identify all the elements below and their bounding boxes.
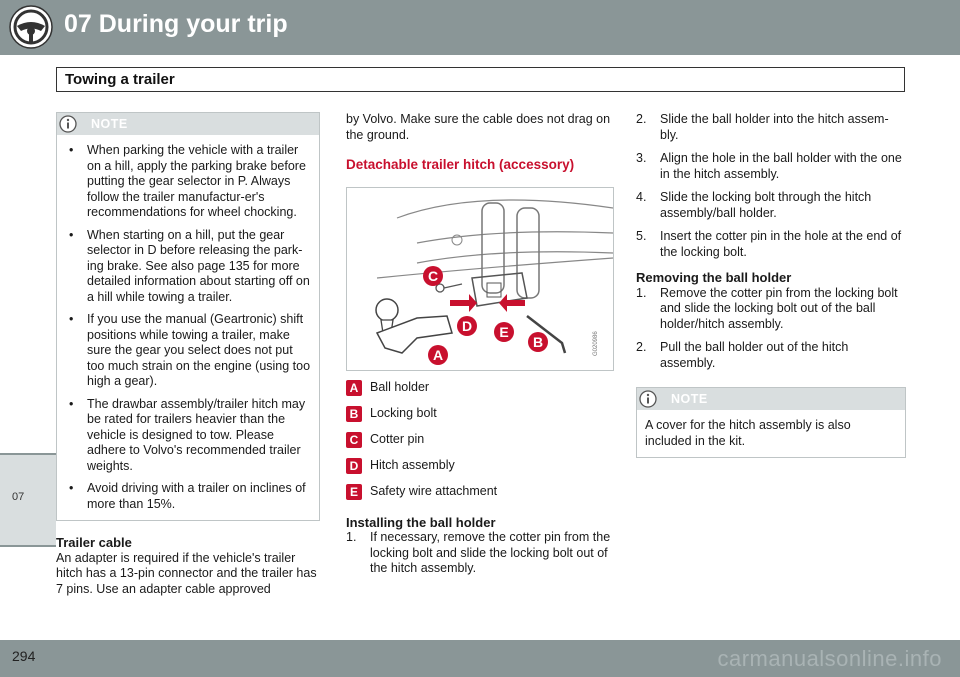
detachable-hitch-heading: Detachable trailer hitch (accessory) — [346, 157, 575, 172]
svg-text:E: E — [499, 323, 509, 340]
note-bullet-text: When parking the vehicle with a trailer on a hill, apply the parking brake before putting the gear selector in P. Always follow the trailer manufactur-er's recommendations for wheel chocking. — [87, 143, 306, 219]
step-text: Pull the ball holder out of the hitch assembly. — [660, 340, 849, 370]
step-number: 4. — [636, 190, 647, 204]
legend-item — [346, 406, 614, 423]
figure-label-C — [423, 266, 443, 286]
figure-code: G020986 — [593, 330, 599, 356]
figure-legend — [346, 380, 614, 501]
chapter-tab — [0, 453, 56, 547]
legend-badge: B — [346, 406, 362, 422]
step-number: 1. — [636, 285, 647, 300]
note-bullet-text: When starting on a hill, put the gear selector in D before releasing the park-ing brake. See also page 135 for more detailed information about starting off on a hill while towing a trailer. — [87, 227, 310, 304]
install-step — [636, 229, 906, 260]
page-number: 294 — [12, 648, 36, 664]
legend-item — [346, 458, 614, 475]
install-step — [346, 530, 614, 577]
step-number: 5. — [636, 229, 647, 243]
note-header — [57, 113, 319, 135]
step-text: Remove the cotter pin from the locking bolt and slide the locking bolt out of the ball holder/hitch assembly. — [660, 285, 898, 331]
note-box — [56, 112, 320, 521]
hitch-drawing — [347, 188, 613, 370]
trailer-cable-text: An adapter is required if the vehicle's trailer hitch has a 13-pin connector and the trailer has 7 pins. Use an adapter cable approved — [56, 550, 317, 596]
legend-text: Safety wire attachment — [370, 483, 498, 498]
legend-badge: C — [346, 432, 362, 448]
step-text: If necessary, remove the cotter pin from the locking bolt and slide the locking bolt out of the hitch assembly. — [370, 530, 611, 575]
chapter-title: 07 During your trip — [64, 10, 288, 38]
install-step — [636, 151, 906, 182]
remove-step — [636, 286, 906, 333]
step-text: Slide the locking bolt through the hitch assembly/ball holder. — [660, 190, 872, 220]
figure-label-E — [494, 322, 514, 342]
note-bullet: • Avoid driving with a trailer on inclines of more than 15%. — [69, 481, 306, 511]
step-text: Insert the cotter pin in the hole at the end of the locking bolt. — [660, 229, 902, 259]
note-body — [57, 135, 319, 520]
note-bullet: • If you use the manual (Geartronic) shift positions while towing a trailer, make sure the gear you select does not put too much strain on the engine (using too high a gear). — [69, 312, 311, 388]
legend-item — [346, 484, 614, 501]
note-bullet-text: The drawbar assembly/trailer hitch may be rated for trailers heavier than the vehicle is designed to tow. Please adhere to Volvo's recommended trailer weights. — [87, 396, 306, 473]
section-bar — [56, 67, 905, 92]
step-number: 2. — [636, 112, 647, 126]
svg-text:B: B — [532, 333, 544, 350]
hitch-illustration — [346, 187, 614, 371]
column-2 — [346, 112, 614, 585]
svg-text:D: D — [461, 317, 473, 334]
note-bullet: • The drawbar assembly/trailer hitch may be rated for trailers heavier than the vehicle is designed to tow. Please adhere to Volvo's recommended trailer weights. — [69, 396, 306, 473]
column-1 — [56, 112, 320, 597]
info-icon — [639, 390, 657, 408]
trailer-cable-heading: Trailer cable — [56, 535, 132, 550]
remove-heading: Removing the ball holder — [636, 270, 792, 285]
note-header — [637, 388, 905, 410]
info-icon — [59, 115, 77, 133]
step-number: 2. — [636, 340, 647, 354]
chapter-tab-label: 07 — [12, 491, 25, 503]
column-3 — [636, 112, 906, 458]
legend-text: Locking bolt — [370, 405, 437, 420]
steering-wheel-icon — [8, 4, 54, 50]
note-bullet: • When starting on a hill, put the gear selector in D before releasing the park-ing brake. See also page 135 for more detailed information about starting off on a hill while towing a trailer. — [69, 227, 310, 304]
legend-badge: E — [346, 484, 362, 500]
legend-badge: D — [346, 458, 362, 474]
note-bullet-text: If you use the manual (Geartronic) shift positions while towing a trailer, make sure the gear you select does not put too much strain on the engine (using too high a gear). — [87, 312, 311, 388]
remove-step — [636, 340, 906, 371]
legend-text: Ball holder — [370, 379, 430, 394]
legend-item — [346, 380, 614, 397]
section-title: Towing a trailer — [65, 71, 175, 88]
note-bullet-text: Avoid driving with a trailer on inclines of more than 15%. — [87, 481, 306, 511]
legend-text: Hitch assembly — [370, 457, 455, 472]
install-heading: Installing the ball holder — [346, 514, 496, 530]
side-rail — [0, 55, 56, 640]
figure-label-B — [528, 332, 548, 352]
watermark: carmanualsonline.info — [717, 646, 942, 671]
step-text: Slide the ball holder into the hitch assem-bly. — [660, 112, 889, 142]
install-step — [636, 190, 906, 221]
legend-badge: A — [346, 380, 362, 396]
note-label: NOTE — [91, 117, 128, 131]
legend-text: Cotter pin — [370, 431, 425, 446]
figure-label-A — [428, 345, 448, 365]
note-label: NOTE — [671, 392, 708, 406]
step-number: 3. — [636, 151, 647, 165]
step-number: 1. — [346, 530, 357, 544]
step-text: Align the hole in the ball holder with the one in the hitch assembly. — [660, 151, 902, 181]
figure-label-D — [457, 316, 477, 336]
continued-text: by Volvo. Make sure the cable does not drag on the ground. — [346, 112, 611, 142]
legend-item — [346, 432, 614, 449]
note-bullet: • When parking the vehicle with a trailer on a hill, apply the parking brake before putting the gear selector in P. Always follow the trailer manufactur-er's recommendations for wheel chocking. — [69, 143, 306, 219]
note-text: A cover for the hitch assembly is also included in the kit. — [645, 418, 851, 448]
note-box-cover — [636, 387, 906, 458]
install-step — [636, 112, 906, 143]
svg-text:A: A — [432, 346, 444, 363]
svg-text:C: C — [427, 267, 439, 284]
